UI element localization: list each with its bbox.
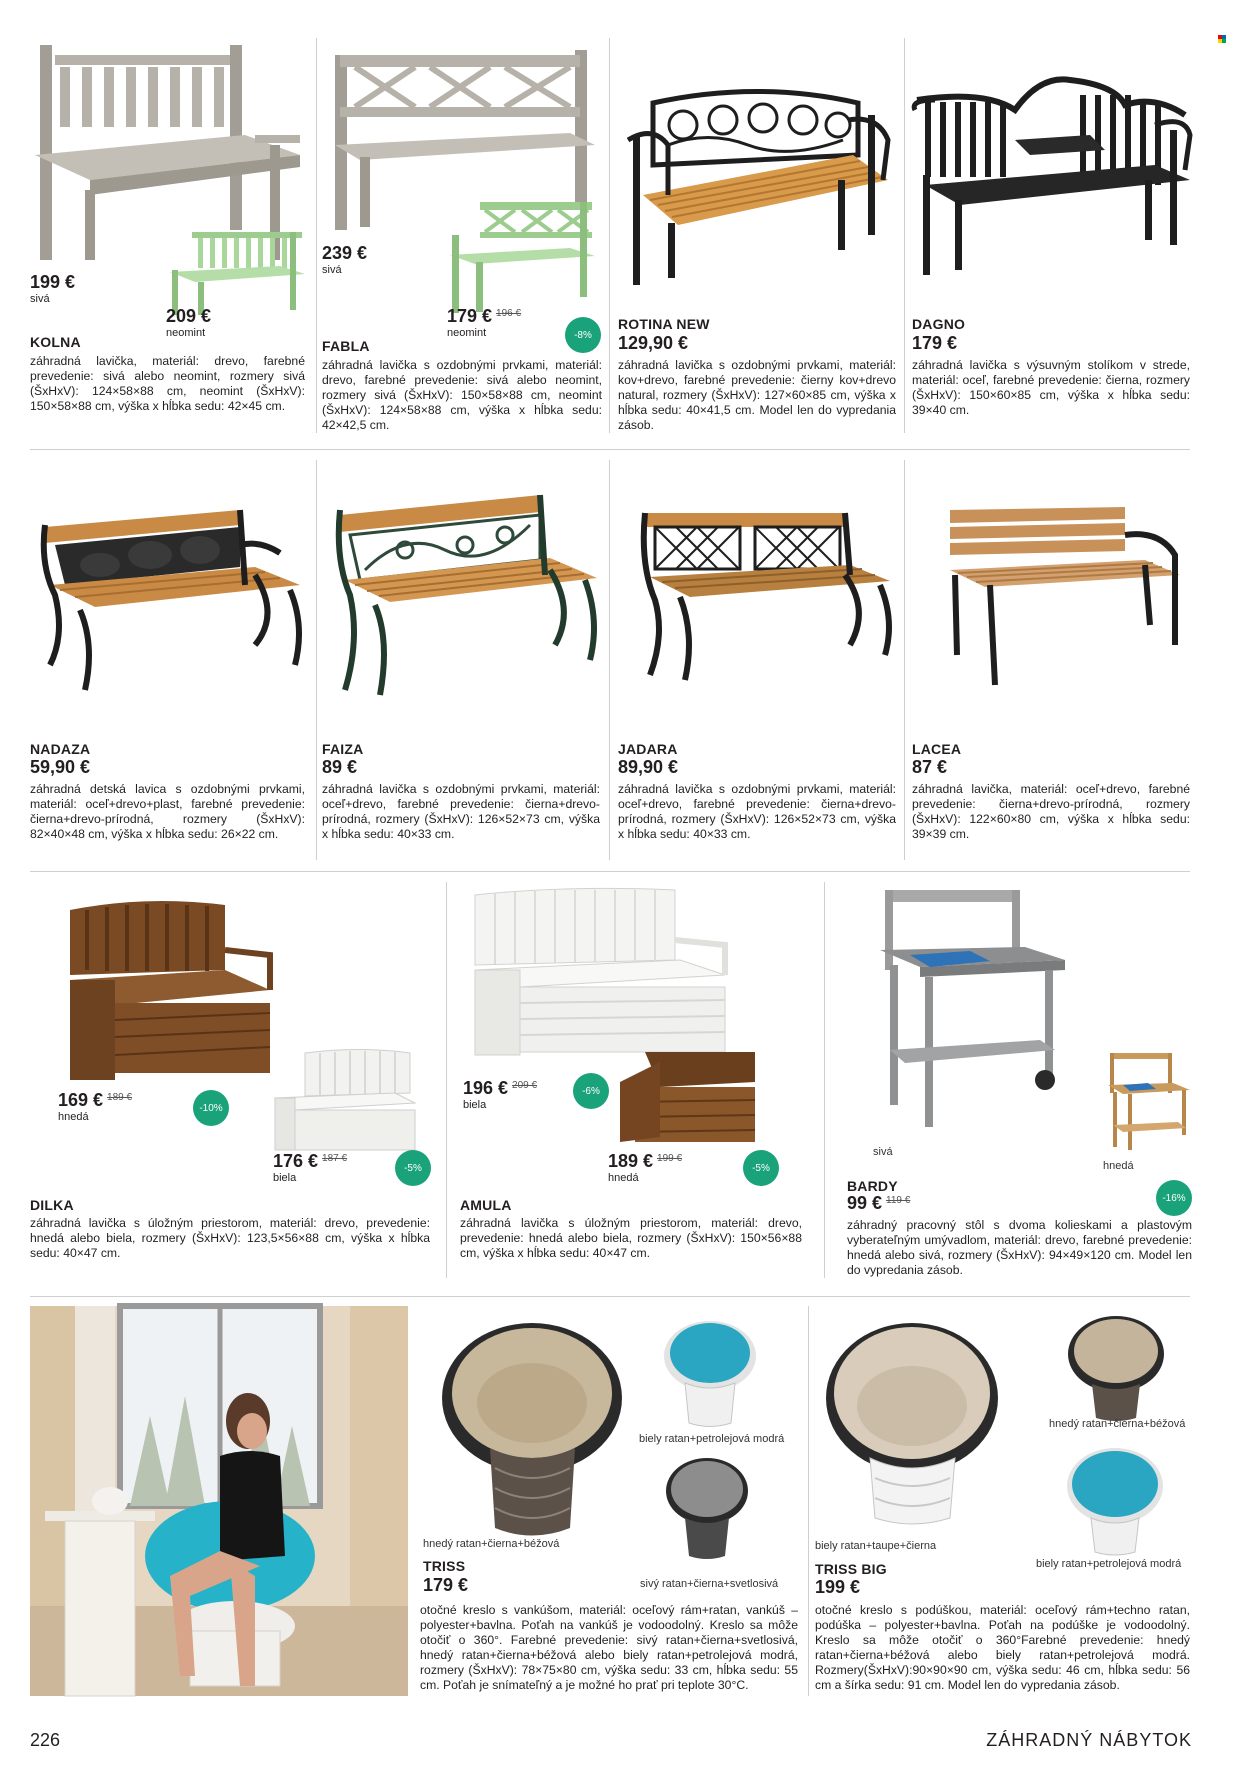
kolna-price-neomint: 209 € bbox=[166, 306, 212, 326]
dilka-white-bench-image bbox=[275, 1048, 420, 1153]
amula-price-white: 196 € $^{209 €}$ bbox=[463, 1078, 538, 1098]
row-divider bbox=[30, 449, 1190, 450]
rotina-description: záhradná lavička s ozdobnými prvkami, materiál: kov+drevo, farebné prevedenie: čierny kov+drevo natural, rozmery (ŠxHxV): 127×60×85 cm, výška x hĺbka sedu: 40×41,5 cm. Model len do vypredania zásob. bbox=[618, 358, 896, 432]
rotina-bench-image bbox=[628, 85, 893, 285]
column-divider bbox=[446, 882, 447, 1278]
fabla-neomint-bench-image bbox=[450, 200, 595, 315]
faiza-price: 89 € bbox=[322, 757, 358, 777]
amula-color-brown: hnedá bbox=[608, 1172, 639, 1184]
bardy-grey-table-image bbox=[880, 885, 1065, 1130]
fabla-price-neomint: 179 € $^{196 €}$ bbox=[447, 306, 522, 326]
amula-color-white: biela bbox=[463, 1099, 487, 1111]
amula-description: záhradná lavička s úložným priestorom, materiál: drevo, prevedenie: hnedá alebo biela, rozmery (ŠxHxV): 150×56×88 cm, výška x hĺbka sedu: 40×47 cm. bbox=[460, 1216, 802, 1260]
nadaza-name: NADAZA bbox=[30, 741, 91, 757]
column-divider bbox=[316, 460, 317, 860]
dagno-description: záhradná lavička s výsuvným stolíkom v strede, materiál: oceľ, farebné prevedenie: čierna, rozmery (ŠxHxV): 150×60×85 cm, výška x hĺbka sedu: 39×40 cm. bbox=[912, 358, 1190, 417]
bardy-color-grey: sivá bbox=[873, 1146, 893, 1158]
row-divider bbox=[30, 871, 1190, 872]
dilka-discount-badge-white: -5% bbox=[395, 1150, 431, 1186]
triss-variant-brown: hnedý ratan+čierna+béžová bbox=[423, 1538, 560, 1550]
triss-name: TRISS bbox=[423, 1558, 466, 1574]
kolna-name: KOLNA bbox=[30, 334, 81, 350]
jadara-price: 89,90 € bbox=[618, 757, 679, 777]
section-title: ZÁHRADNÝ NÁBYTOK bbox=[986, 1730, 1192, 1750]
amula-brown-bench-image bbox=[620, 1052, 755, 1142]
lacea-description: záhradná lavička, materiál: oceľ+drevo, farebné prevedenie: čierna+drevo-prírodná, rozmery (ŠxHxV): 122×60×80 cm, výška x hĺbka sedu: 39×39 cm. bbox=[912, 782, 1190, 841]
bardy-price: 99 € $^{119 €}$ bbox=[847, 1193, 911, 1213]
column-divider bbox=[904, 38, 905, 433]
triss-big-variant-white: biely ratan+taupe+čierna bbox=[815, 1540, 937, 1552]
triss-big-variant-brown: hnedý ratan+čierna+béžová bbox=[1049, 1418, 1186, 1430]
kolna-color-grey: sivá bbox=[30, 293, 50, 305]
fabla-name: FABLA bbox=[322, 338, 370, 354]
faiza-description: záhradná lavička s ozdobnými prvkami, materiál: oceľ+drevo, farebné prevedenie: čierna+drevo-prírodná, rozmery (ŠxHxV): 126×52×73 cm, výška x hĺbka sedu: 40×33 cm. bbox=[322, 782, 600, 841]
rotina-name: ROTINA NEW bbox=[618, 316, 710, 332]
bardy-discount-badge: -16% bbox=[1156, 1180, 1192, 1216]
triss-big-name: TRISS BIG bbox=[815, 1561, 887, 1577]
triss-big-blue-chair-image bbox=[1065, 1446, 1165, 1556]
triss-variant-blue: biely ratan+petrolejová modrá bbox=[639, 1433, 785, 1445]
triss-variant-grey: sivý ratan+čierna+svetlosivá bbox=[640, 1578, 779, 1590]
fabla-discount-badge: -8% bbox=[565, 317, 601, 353]
amula-name: AMULA bbox=[460, 1197, 512, 1213]
fabla-description: záhradná lavička s ozdobnými prvkami, materiál: drevo, farebné prevedenie: sivá alebo neomint, rozmery sivá (ŠxHxV): 150×58×88 cm, neomint (ŠxHxV): 124×58×88 cm, výška x hĺbka sedu: 42×42,5 cm. bbox=[322, 358, 602, 432]
kolna-neomint-bench-image bbox=[170, 230, 305, 315]
triss-grey-chair-image bbox=[665, 1456, 750, 1561]
column-divider bbox=[824, 882, 825, 1278]
faiza-bench-image bbox=[335, 490, 600, 700]
dagno-price: 179 € bbox=[912, 333, 958, 353]
bardy-name: BARDY bbox=[847, 1178, 898, 1194]
faiza-name: FAIZA bbox=[322, 741, 364, 757]
amula-discount-badge-brown: -5% bbox=[743, 1150, 779, 1186]
kolna-description: záhradná lavička, materiál: drevo, farebné prevedenie: sivá alebo neomint, rozmery sivá (ŠxHxV): 124×58×88 cm, neomint (ŠxHxV): 150×58×88 cm, výška x hĺbka sedu: 42×45 cm. bbox=[30, 354, 305, 413]
brand-mark-icon bbox=[1218, 35, 1226, 43]
kolna-color-neomint: neomint bbox=[166, 327, 206, 339]
bardy-brown-table-image bbox=[1108, 1050, 1190, 1150]
column-divider bbox=[609, 38, 610, 433]
dilka-color-white: biela bbox=[273, 1172, 297, 1184]
dilka-price-white: 176 € $^{187 €}$ bbox=[273, 1151, 348, 1171]
triss-big-description: otočné kreslo s podúškou, materiál: oceľový rám+techno ratan, podúška – polyester+bavlna. Poťah na podúške je vodoodolný. Kreslo sa môže otočiť o 360°Farebné prevedenie: hnedý ratan+čierna+béžová alebo biely ratan+petrolejová modrá. Rozmery(ŠxHxV):90×90×90 cm, výška sedu: 46 cm, hĺbka sedu: 56 cm a šírka sedu: 91 cm. Model len do vypredania zásob. bbox=[815, 1603, 1190, 1692]
dilka-brown-bench-image bbox=[65, 895, 275, 1085]
fabla-color-neomint: neomint bbox=[447, 327, 487, 339]
dilka-price-brown: 169 € $^{189 €}$ bbox=[58, 1090, 133, 1110]
bardy-color-brown: hnedá bbox=[1103, 1160, 1134, 1172]
amula-white-bench-image bbox=[470, 885, 730, 1060]
rotina-price: 129,90 € bbox=[618, 333, 689, 353]
triss-big-variant-blue: biely ratan+petrolejová modrá bbox=[1036, 1558, 1182, 1570]
amula-discount-badge-white: -6% bbox=[573, 1073, 609, 1109]
triss-price: 179 € bbox=[423, 1575, 469, 1595]
fabla-color-grey: sivá bbox=[322, 264, 342, 276]
dilka-discount-badge-brown: -10% bbox=[193, 1090, 229, 1126]
triss-blue-chair-image bbox=[663, 1318, 758, 1428]
dilka-name: DILKA bbox=[30, 1197, 74, 1213]
jadara-description: záhradná lavička s ozdobnými prvkami, materiál: oceľ+drevo, farebné prevedenie: čierna+drevo-prírodná, rozmery (ŠxHxV): 126×52×73 cm, výška x hĺbka sedu: 40×33 cm. bbox=[618, 782, 896, 841]
amula-price-brown: 189 € $^{199 €}$ bbox=[608, 1151, 683, 1171]
triss-description: otočné kreslo s vankúšom, materiál: oceľový rám+ratan, vankúš – polyester+bavlna. Poťah na vankúš je vodoodolný. Kreslo sa môže otočiť o 360°. Farebné prevedenie: sivý ratan+čierna+svetlosivá, hnedý ratan+čierna+béžová alebo biely ratan+petrolejová modrá, rozmery (ŠxHxV): 78×75×80 cm, výška sedu: 33 cm, hĺbka sedu: 55 cm. Poťah je snímateľný a je možné ho prať pri teplote 30°C. bbox=[420, 1603, 798, 1692]
column-divider bbox=[316, 38, 317, 433]
lifestyle-photo-image bbox=[30, 1306, 408, 1696]
triss-big-brown-chair-image bbox=[1066, 1314, 1166, 1422]
triss-big-white-chair-image bbox=[825, 1318, 1000, 1528]
kolna-price-grey: 199 € bbox=[30, 272, 76, 292]
lacea-bench-image bbox=[945, 505, 1185, 690]
column-divider bbox=[904, 460, 905, 860]
lacea-price: 87 € bbox=[912, 757, 948, 777]
nadaza-bench-image bbox=[40, 505, 305, 695]
dagno-bench-image bbox=[915, 80, 1195, 275]
lacea-name: LACEA bbox=[912, 741, 962, 757]
jadara-name: JADARA bbox=[618, 741, 678, 757]
bardy-description: záhradný pracovný stôl s dvoma kolieskami a plastovým vyberateľným umývadlom, materiál: drevo, farebné prevedenie: hnedá alebo sivá, rozmery (ŠxHxV): 94×49×120 cm. Model len do vypredania zásob. bbox=[847, 1218, 1192, 1277]
dagno-name: DAGNO bbox=[912, 316, 966, 332]
row-divider bbox=[30, 1296, 1190, 1297]
nadaza-price: 59,90 € bbox=[30, 757, 91, 777]
page-number: 226 bbox=[30, 1730, 61, 1750]
fabla-price-grey: 239 € bbox=[322, 243, 368, 263]
column-divider bbox=[609, 460, 610, 860]
column-divider bbox=[808, 1306, 809, 1696]
dilka-description: záhradná lavička s úložným priestorom, materiál: drevo, prevedenie: hnedá alebo biela, rozmery (ŠxHxV): 123,5×56×88 cm, výška x hĺbka sedu: 40×47 cm. bbox=[30, 1216, 430, 1260]
triss-big-price: 199 € bbox=[815, 1577, 861, 1597]
triss-brown-chair-image bbox=[440, 1318, 625, 1543]
nadaza-description: záhradná detská lavica s ozdobnými prvkami, materiál: oceľ+drevo+plast, farebné prevedenie: čierna+drevo-prírodná, rozmery (ŠxHxV): 82×40×48 cm, výška x hĺbka sedu: 26×22 cm. bbox=[30, 782, 305, 841]
jadara-bench-image bbox=[640, 505, 895, 685]
dilka-color-brown: hnedá bbox=[58, 1111, 89, 1123]
